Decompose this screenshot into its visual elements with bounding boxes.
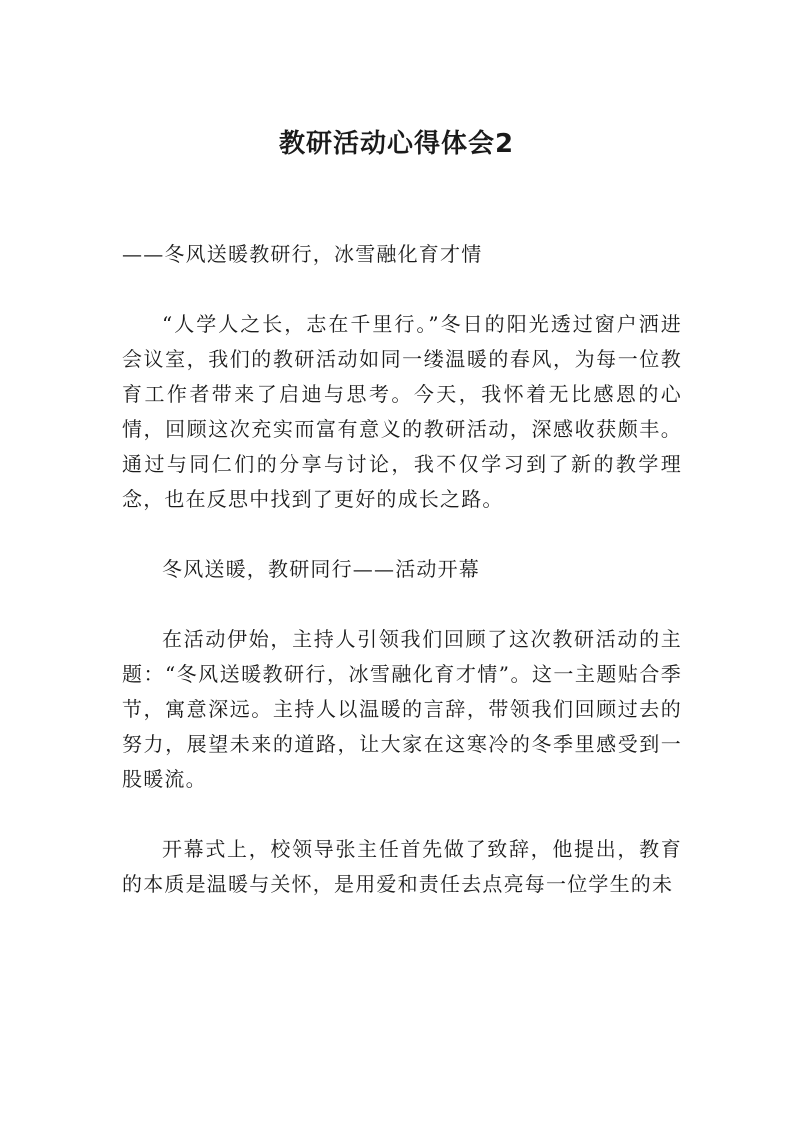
subtitle-paragraph: ——冬风送暖教研行，冰雪融化育才情	[122, 242, 483, 266]
document-body	[122, 237, 682, 902]
intro-paragraph: “人学人之长，志在千里行。”冬日的阳光透过窗户洒进会议室，我们的教研活动如同一缕温暖的春风，为每一位教育工作者带来了启迪与思考。今天，我怀着无比感恩的心情，回顾这次充实而富有意义的教研活动，深感收获颇丰。通过与同仁们的分享与讨论，我不仅学习到了新的教学理念，也在反思中找到了更好的成长之路。	[122, 312, 682, 511]
opening-speech-paragraph: 开幕式上，校领导张主任首先做了致辞，他提出，教育的本质是温暖与关怀，是用爱和责任去点亮每一位学生的未	[122, 837, 682, 896]
section-heading-opening: 冬风送暖，教研同行——活动开幕	[162, 557, 480, 581]
theme-paragraph: 在活动伊始，主持人引领我们回顾了这次教研活动的主题：“冬风送暖教研行，冰雪融化育才情”。这一主题贴合季节，寓意深远。主持人以温暖的言辞，带领我们回顾过去的努力，展望未来的道路，让大家在这寒冷的冬季里感受到一股暖流。	[122, 627, 682, 791]
document-title: 教研活动心得体会2	[278, 129, 515, 159]
